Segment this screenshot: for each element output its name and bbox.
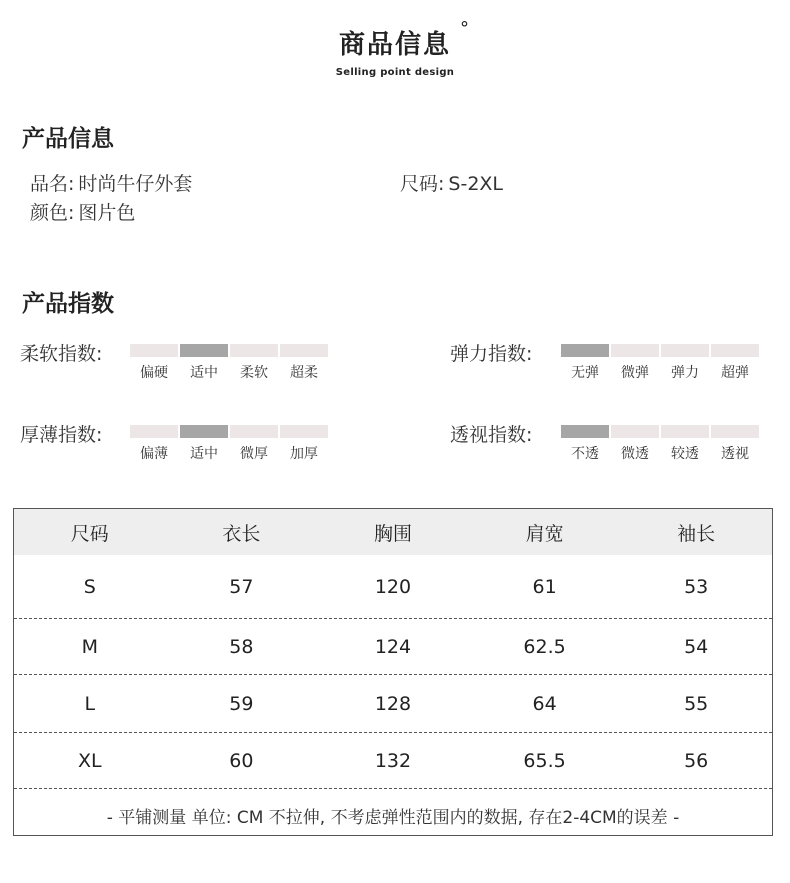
elasticity-option: 微弹 [621, 365, 649, 381]
header-cell: 尺码 [70, 522, 109, 545]
thickness-option: 适中 [190, 446, 218, 462]
transparency-segment [711, 425, 759, 438]
table-cell: 56 [684, 749, 709, 772]
thickness-index-bar [130, 425, 328, 438]
product-info-title: 产品信息 [22, 126, 114, 152]
elasticity-index-options [561, 362, 759, 382]
transparency-segment [561, 425, 609, 438]
elasticity-segment [711, 344, 759, 357]
elasticity-index-bar [561, 344, 759, 357]
softness-option: 适中 [190, 365, 218, 381]
elasticity-index-label: 弹力指数: [450, 343, 533, 365]
softness-option: 柔软 [240, 365, 268, 381]
table-cell: 53 [684, 575, 709, 598]
elasticity-segment [661, 344, 709, 357]
product-color [30, 198, 135, 225]
product-size-label: 尺码: [400, 173, 445, 195]
table-cell: 55 [684, 692, 709, 715]
measurement-note: - 平铺测量 单位: CM 不拉伸, 不考虑弹性范围内的数据, 存在2-4CM的误差 - [106, 807, 680, 828]
thickness-segment [280, 425, 328, 438]
size-table-header [14, 509, 772, 555]
table-row [14, 619, 772, 675]
table-cell: M [81, 635, 98, 658]
transparency-option: 微透 [621, 446, 649, 462]
size-table [13, 508, 773, 836]
softness-index-bar [130, 344, 328, 357]
table-cell: 64 [532, 692, 557, 715]
table-cell: 60 [229, 749, 254, 772]
product-size-value: S-2XL [448, 173, 504, 195]
table-cell: 61 [532, 575, 557, 598]
transparency-option: 不透 [571, 446, 599, 462]
page-title-text: 商品信息 [338, 30, 451, 60]
softness-segment [280, 344, 328, 357]
softness-index-label: 柔软指数: [20, 343, 103, 365]
transparency-segment [611, 425, 659, 438]
table-cell: L [84, 692, 96, 715]
transparency-index-label: 透视指数: [450, 424, 533, 446]
table-cell: 65.5 [523, 749, 566, 772]
elasticity-segment [611, 344, 659, 357]
thickness-index-options [130, 443, 328, 463]
thickness-segment [130, 425, 178, 438]
table-cell: 54 [684, 635, 709, 658]
softness-option: 偏硬 [140, 365, 168, 381]
table-cell: 120 [374, 575, 412, 598]
header-cell: 胸围 [373, 522, 412, 545]
product-index-title: 产品指数 [22, 291, 114, 317]
softness-segment [230, 344, 278, 357]
product-name-label: 品名: [30, 173, 75, 195]
page-title [338, 18, 471, 61]
table-cell: 59 [229, 692, 254, 715]
thickness-option: 加厚 [290, 446, 318, 462]
thickness-option: 偏薄 [140, 446, 168, 462]
header-cell: 衣长 [222, 522, 261, 545]
elasticity-option: 弹力 [671, 365, 699, 381]
page-subtitle: Selling point design [335, 67, 455, 78]
thickness-segment [180, 425, 228, 438]
softness-option: 超柔 [290, 365, 318, 381]
header-cell: 袖长 [677, 522, 716, 545]
header-cell: 肩宽 [525, 522, 564, 545]
product-size [400, 169, 503, 196]
transparency-segment [661, 425, 709, 438]
transparency-index-bar [561, 425, 759, 438]
table-cell: 124 [374, 635, 412, 658]
table-row [14, 675, 772, 733]
thickness-segment [230, 425, 278, 438]
degree-icon: ° [460, 18, 471, 39]
table-cell: 128 [374, 692, 412, 715]
product-name-value: 时尚牛仔外套 [78, 173, 193, 195]
table-cell: 132 [374, 749, 412, 772]
elasticity-segment [561, 344, 609, 357]
transparency-option: 透视 [721, 446, 749, 462]
transparency-index-options [561, 443, 759, 463]
table-cell: 58 [229, 635, 254, 658]
softness-segment [130, 344, 178, 357]
transparency-option: 较透 [671, 446, 699, 462]
table-cell: 57 [229, 575, 254, 598]
elasticity-option: 无弹 [571, 365, 599, 381]
page-header [0, 18, 790, 78]
thickness-option: 微厚 [240, 446, 268, 462]
product-color-label: 颜色: [30, 202, 75, 224]
table-row [14, 733, 772, 789]
table-cell: 62.5 [523, 635, 566, 658]
elasticity-option: 超弹 [721, 365, 749, 381]
table-row [14, 555, 772, 619]
thickness-index-label: 厚薄指数: [20, 424, 103, 446]
softness-index-options [130, 362, 328, 382]
table-cell: S [83, 575, 96, 598]
product-color-value: 图片色 [78, 202, 136, 224]
product-name [30, 169, 192, 196]
table-cell: XL [77, 749, 102, 772]
softness-segment [180, 344, 228, 357]
